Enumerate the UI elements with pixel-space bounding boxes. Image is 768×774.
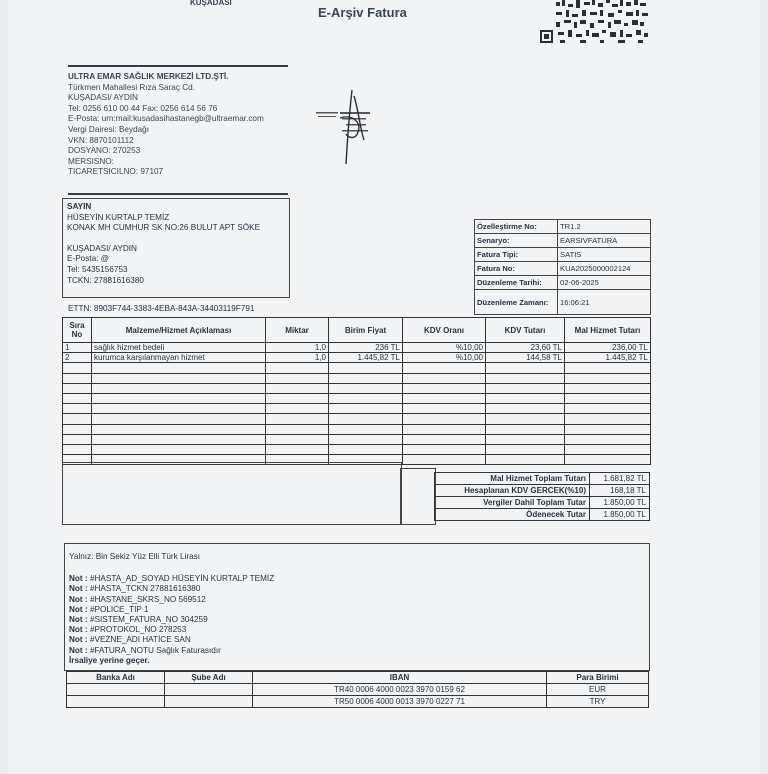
meta-value: 02-06-2025 <box>558 276 651 290</box>
ettn: ETTN: 8903F744-3383-4EBA-843A-34403119F791 <box>68 304 255 313</box>
cell-sira: 2 <box>63 353 92 363</box>
buyer-block <box>62 198 290 298</box>
totals-row <box>435 485 650 497</box>
buyer-city: KUŞADASI/ AYDIN <box>67 243 137 253</box>
col-header-miktar: Miktar <box>266 318 329 343</box>
sender-block <box>68 72 264 178</box>
cell-iban: TR40 0006 4000 0023 3970 0159 62 <box>253 684 547 696</box>
cell-aciklama: kurumca karşılanmayan hizmet <box>92 353 266 363</box>
meta-value: TR1.2 <box>558 220 651 234</box>
note-line <box>69 595 645 605</box>
total-label: Vergiler Dahil Toplam Tutar <box>435 497 590 509</box>
meta-value: EARSIVFATURA <box>558 234 651 248</box>
company-stamp-signature <box>312 88 392 166</box>
meta-row <box>475 234 651 248</box>
meta-value: KUA2025000002124 <box>558 262 651 276</box>
total-value: 1.850,00 TL <box>590 497 650 509</box>
buyer-address: KONAK MH CUMHUR SK NO:26 BULUT APT SÖKE <box>67 223 261 233</box>
note-line <box>69 625 645 635</box>
col-header-kdv-tutari: KDV Tutarı <box>486 318 565 343</box>
col-header-birim-fiyat: Birim Fiyat <box>329 318 403 343</box>
table-row <box>63 393 651 403</box>
cell-para-birimi: TRY <box>547 696 649 708</box>
table-row <box>63 444 651 454</box>
note-text: #HASTA_AD_SOYAD HÜSEYİN KURTALP TEMİZ <box>89 574 275 584</box>
sender-ticaret: TICARETSICILNO: 97107 <box>68 167 164 177</box>
cell-para-birimi: EUR <box>547 684 649 696</box>
total-label: Ödenecek Tutar <box>435 509 590 521</box>
cell-banka <box>67 696 165 708</box>
bank-header-row <box>67 672 649 684</box>
col-header-sira: Sıra No <box>63 318 92 343</box>
note-line <box>69 584 645 594</box>
table-row <box>67 684 649 696</box>
notes-block <box>64 543 650 671</box>
meta-key: Fatura Tipi: <box>475 248 558 262</box>
note-text: #VEZNE_ADI HATİCE SAN <box>89 635 191 645</box>
meta-key: Fatura No: <box>475 262 558 276</box>
meta-value: 16:06:21 <box>558 290 651 315</box>
cell-birim-fiyat: 1.445,82 TL <box>329 353 403 363</box>
table-row <box>63 424 651 434</box>
cell-birim-fiyat: 236 TL <box>329 343 403 353</box>
buyer-email: E-Posta: @ <box>67 254 109 264</box>
cell-aciklama: sağlık hizmet bedeli <box>92 343 266 353</box>
cell-kdv-tutari: 144,58 TL <box>486 353 565 363</box>
cell-sira: 1 <box>63 343 92 353</box>
total-label: Hesaplanan KDV GERCEK(%10) <box>435 485 590 497</box>
total-value: 1.681,82 TL <box>590 473 650 485</box>
total-value: 168,18 TL <box>590 485 650 497</box>
meta-key: Düzenleme Tarihi: <box>475 276 558 290</box>
note-line <box>69 574 645 584</box>
sender-bottom-rule <box>68 193 288 195</box>
cell-mal-hizmet-tutari: 236,00 TL <box>565 343 651 353</box>
table-row <box>63 363 651 373</box>
items-table <box>62 317 651 465</box>
totals-left-box <box>62 462 402 525</box>
sender-top-rule <box>68 65 288 67</box>
col-header-kdv-orani: KDV Oranı <box>403 318 486 343</box>
table-row <box>63 383 651 393</box>
cell-iban: TR50 0006 4000 0013 3970 0227 71 <box>253 696 547 708</box>
sender-name: ULTRA EMAR SAĞLIK MERKEZİ LTD.ŞTİ. <box>68 72 229 81</box>
col-header-iban: IBAN <box>253 672 547 684</box>
header-city: KUŞADASI <box>190 0 232 7</box>
cell-sube <box>165 684 253 696</box>
note-text: #PROTOKOL_NO 278253 <box>89 625 187 635</box>
note-text: #FATURA_NOTU Sağlık Faturasıdır <box>89 645 221 655</box>
invoice-meta-table <box>474 219 651 315</box>
totals-table <box>434 472 650 521</box>
meta-row <box>475 262 651 276</box>
note-label: Not : <box>69 574 88 584</box>
sender-address1: Türkmen Mahallesi Rıza Saraç Cd. <box>68 82 195 92</box>
note-line <box>69 605 645 615</box>
cell-miktar: 1,0 <box>266 343 329 353</box>
table-row <box>63 353 651 363</box>
note-text: #HASTA_TCKN 27881616380 <box>89 584 201 594</box>
col-header-banka: Banka Adı <box>67 672 165 684</box>
note-line <box>69 615 645 625</box>
meta-row <box>475 248 651 262</box>
cell-miktar: 1,0 <box>266 353 329 363</box>
col-header-mal-hizmet-tutari: Mal Hizmet Tutarı <box>565 318 651 343</box>
totals-spacer-box <box>400 468 436 525</box>
amount-in-words: Yalnız: Bin Sekiz Yüz Elli Türk Lirası <box>69 552 201 561</box>
note-line <box>69 635 645 645</box>
meta-key: Senaryo: <box>475 234 558 248</box>
note-text: #SISTEM_FATURA_NO 304259 <box>89 615 208 625</box>
totals-row <box>435 497 650 509</box>
note-label: Not : <box>69 604 88 614</box>
sender-email: E-Posta: urn:mail:kusadasihastanegb@ultraemar.com <box>68 114 264 124</box>
table-row <box>63 373 651 383</box>
irsaliye-note: İrsaliye yerine geçer. <box>69 655 150 665</box>
invoice-title: E-Arşiv Fatura <box>318 5 407 20</box>
meta-key: Düzenleme Zamanı: <box>475 290 558 315</box>
note-label: Not : <box>69 615 88 625</box>
cell-banka <box>67 684 165 696</box>
meta-value: SATIS <box>558 248 651 262</box>
sender-vkn: VKN: 8870101112 <box>68 135 134 145</box>
note-label: Not : <box>69 635 88 645</box>
note-label: Not : <box>69 645 88 655</box>
buyer-heading: SAYIN <box>67 202 92 211</box>
totals-row <box>435 473 650 485</box>
meta-row <box>475 220 651 234</box>
table-row <box>67 696 649 708</box>
table-row <box>63 343 651 353</box>
items-header-row <box>63 318 651 343</box>
note-text: #HASTANE_SKRS_NO 569512 <box>89 594 206 604</box>
cell-kdv-tutari: 23,60 TL <box>486 343 565 353</box>
note-line <box>69 646 645 656</box>
qr-code <box>540 0 650 44</box>
bank-table <box>66 671 649 708</box>
buyer-tel: Tel: 5435156753 <box>67 264 128 274</box>
col-header-sube: Şube Adı <box>165 672 253 684</box>
sender-tax-office: Vergi Dairesi: Beydağı <box>68 124 150 134</box>
cell-sube <box>165 696 253 708</box>
meta-row <box>475 290 651 315</box>
sender-tel: Tel: 0256 610 00 44 Fax: 0256 614 56 76 <box>68 103 218 113</box>
meta-key: Özelleştirme No: <box>475 220 558 234</box>
note-label: Not : <box>69 625 88 635</box>
sender-address2: KUŞADASI/ AYDIN <box>68 93 138 103</box>
note-label: Not : <box>69 584 88 594</box>
cell-kdv-orani: %10,00 <box>403 343 486 353</box>
sender-dosyano: DOSYANO: 270253 <box>68 146 141 156</box>
buyer-name: HÜSEYİN KURTALP TEMİZ <box>67 212 170 222</box>
sender-mersisno: MERSISNO: <box>68 156 114 166</box>
note-label: Not : <box>69 594 88 604</box>
cell-mal-hizmet-tutari: 1.445,82 TL <box>565 353 651 363</box>
total-value: 1.850,00 TL <box>590 509 650 521</box>
cell-kdv-orani: %10,00 <box>403 353 486 363</box>
table-row <box>63 404 651 414</box>
totals-row <box>435 509 650 521</box>
table-row <box>63 414 651 424</box>
table-row <box>63 434 651 444</box>
meta-row <box>475 276 651 290</box>
total-label: Mal Hizmet Toplam Tutarı <box>435 473 590 485</box>
buyer-tckn: TCKN: 27881616380 <box>67 275 144 285</box>
col-header-aciklama: Malzeme/Hizmet Açıklaması <box>92 318 266 343</box>
col-header-para-birimi: Para Birimi <box>547 672 649 684</box>
note-text: #POLICE_TIP 1 <box>89 604 149 614</box>
